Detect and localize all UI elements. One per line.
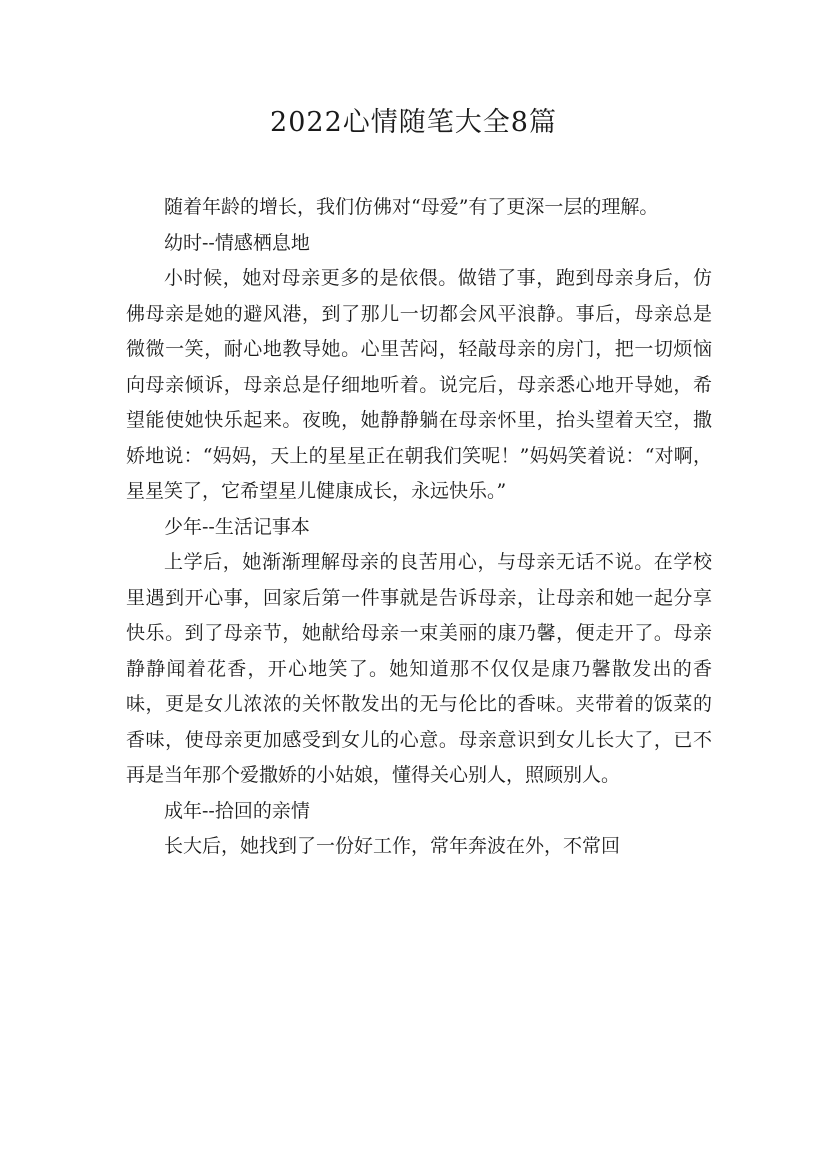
document-body: [126, 190, 712, 865]
paragraph-youth: 上学后，她渐渐理解母亲的良苦用心，与母亲无话不说。在学校里遇到开心事，回家后第一件事就是告诉母亲，让母亲和她一起分享快乐。到了母亲节，她献给母亲一束美丽的康乃馨，便走开了。母亲静静闻着花香，开心地笑了。她知道那不仅仅是康乃馨散发出的香味，更是女儿浓浓的关怀散发出的无与伦比的香味。夹带着的饭菜的香味，使母亲更加感受到女儿的心意。母亲意识到女儿长大了，已不再是当年那个爱撒娇的小姑娘，懂得关心别人，照顾别人。: [126, 551, 712, 786]
paragraph-intro: 随着年龄的增长，我们仿佛对“母爱”有了更深一层的理解。: [164, 196, 659, 218]
section-heading-youth: 少年--生活记事本: [164, 515, 310, 538]
section-heading-adulthood: 成年--拾回的亲情: [164, 799, 310, 822]
paragraph-childhood: 小时候，她对母亲更多的是依偎。做错了事，跑到母亲身后，仿佛母亲是她的避风港，到了那儿一切都会风平浪静。事后，母亲总是微微一笑，耐心地教导她。心里苦闷，轻敲母亲的房门，把一切烦恼向母亲倾诉，母亲总是仔细地听着。说完后，母亲悉心地开导她，希望能使她快乐起来。夜晚，她静静躺在母亲怀里，抬头望着天空，撒娇地说：“妈妈，天上的星星正在朝我们笑呢！”妈妈笑着说：“对啊，星星笑了，它希望星儿健康成长，永远快乐。”: [126, 267, 712, 502]
section-heading-childhood: 幼时--情感栖息地: [164, 231, 310, 254]
document-title: 2022心情随笔大全8篇: [270, 107, 557, 138]
paragraph-adulthood: 长大后，她找到了一份好工作，常年奔波在外，不常回: [164, 835, 621, 857]
